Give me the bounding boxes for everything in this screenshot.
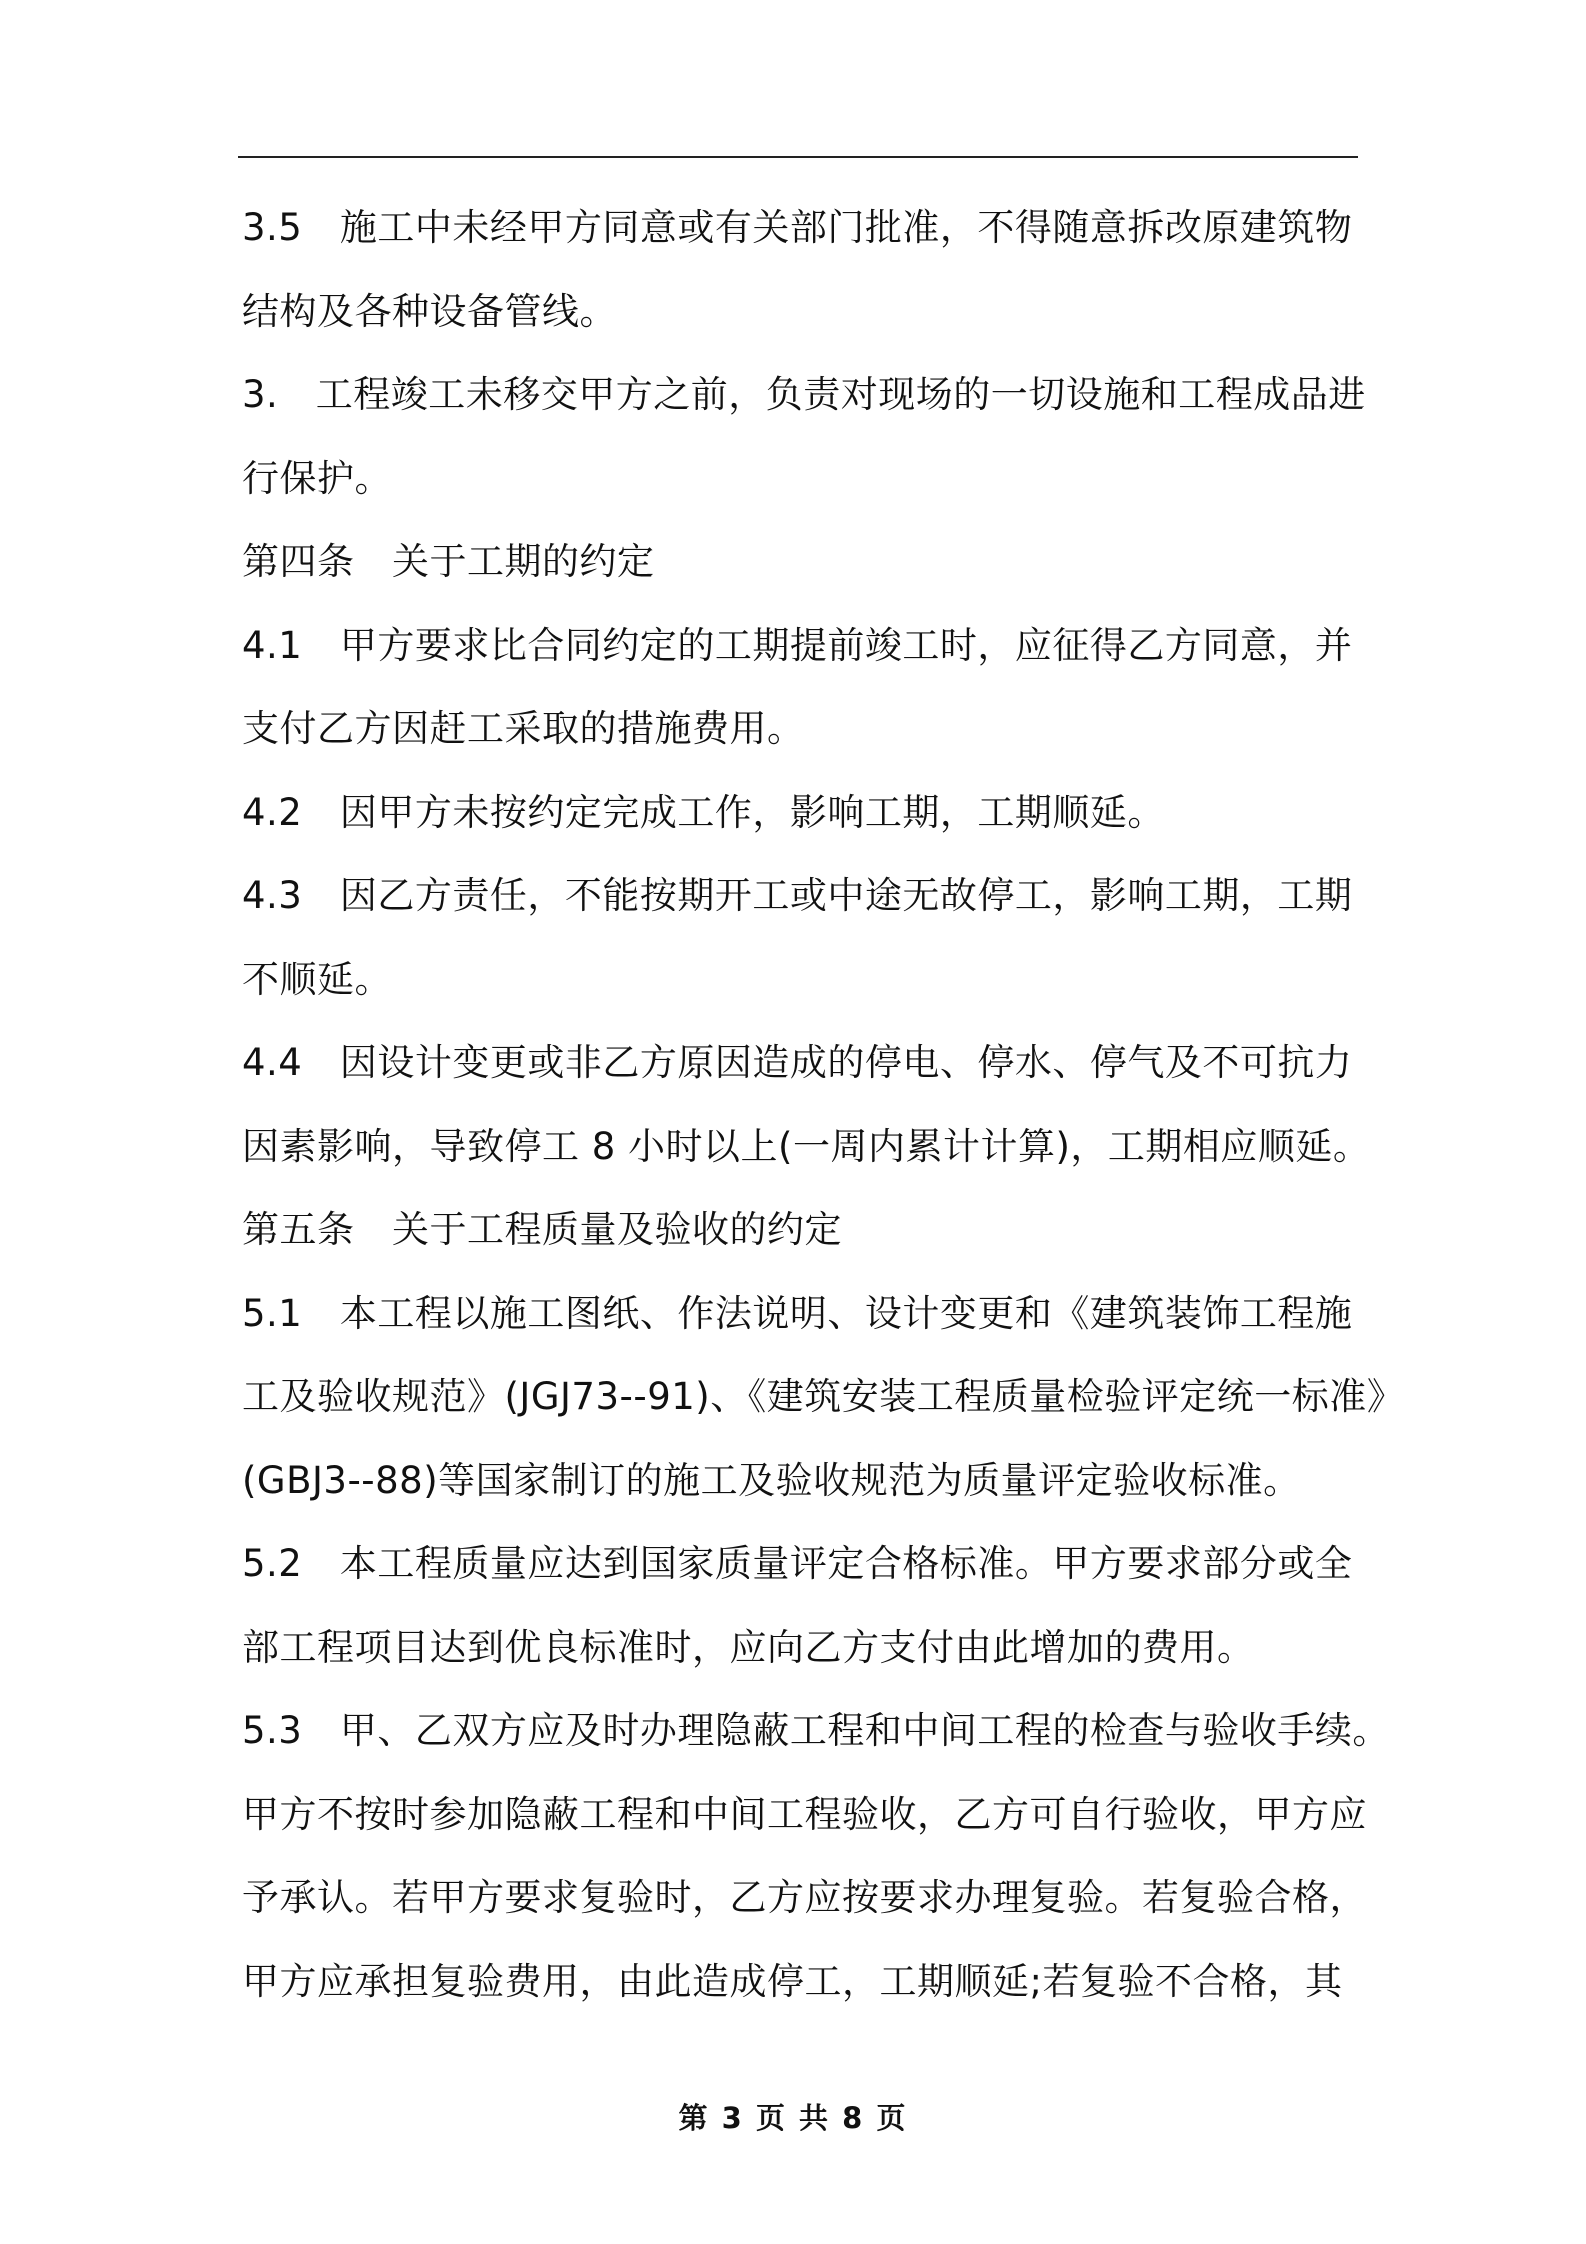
text-line: 5.1 本工程以施工图纸、作法说明、设计变更和《建筑装饰工程施 xyxy=(242,1291,1353,1335)
text-line: 工及验收规范》(JGJ73--91)、《建筑安装工程质量检验评定统一标准》 xyxy=(242,1375,1405,1418)
text-line: 3.5 施工中未经甲方同意或有关部门批准，不得随意拆改原建筑物 xyxy=(242,206,1353,249)
text-line: 4.1 甲方要求比合同约定的工期提前竣工时，应征得乙方同意，并 xyxy=(242,623,1353,667)
text-line: 甲方不按时参加隐蔽工程和中间工程验收，乙方可自行验收，甲方应 xyxy=(242,1792,1367,1836)
text-line: 4.2 因甲方未按约定完成工作，影响工期，工期顺延。 xyxy=(242,790,1165,834)
text-line: 予承认。若甲方要求复验时，乙方应按要求办理复验。若复验合格， xyxy=(242,1876,1367,1919)
current-page-number: 3 xyxy=(721,2101,744,2135)
page-footer xyxy=(0,2096,1586,2137)
section-heading: 第四条 关于工期的约定 xyxy=(242,540,655,583)
footer-suffix: 页 xyxy=(876,2101,908,2135)
text-line: 5.2 本工程质量应达到国家质量评定合格标准。甲方要求部分或全 xyxy=(242,1542,1353,1585)
text-line: 5.3 甲、乙双方应及时办理隐蔽工程和中间工程的检查与验收手续。 xyxy=(242,1709,1390,1752)
text-line: 支付乙方因赶工采取的措施费用。 xyxy=(242,707,805,750)
text-line: (GBJ3--88)等国家制订的施工及验收规范为质量评定验收标准。 xyxy=(242,1458,1301,1502)
text-line: 4.3 因乙方责任，不能按期开工或中途无故停工，影响工期，工期 xyxy=(242,874,1353,917)
text-line: 甲方应承担复验费用，由此造成停工，工期顺延;若复验不合格，其 xyxy=(242,1959,1343,2003)
text-line: 部工程项目达到优良标准时，应向乙方支付由此增加的费用。 xyxy=(242,1625,1255,1669)
text-line: 行保护。 xyxy=(242,456,392,500)
header-rule xyxy=(238,156,1358,158)
footer-middle: 页 共 xyxy=(755,2101,831,2135)
text-line: 不顺延。 xyxy=(242,957,392,1001)
text-line: 结构及各种设备管线。 xyxy=(242,289,617,333)
text-line: 因素影响，导致停工 8 小时以上(一周内累计计算)，工期相应顺延。 xyxy=(242,1124,1371,1168)
footer-prefix: 第 xyxy=(678,2101,710,2135)
section-heading: 第五条 关于工程质量及验收的约定 xyxy=(242,1208,842,1251)
text-line: 3. 工程竣工未移交甲方之前，负责对现场的一切设施和工程成品进 xyxy=(242,373,1366,416)
document-body xyxy=(242,186,1405,2023)
text-line: 4.4 因设计变更或非乙方原因造成的停电、停水、停气及不可抗力 xyxy=(242,1041,1353,1084)
total-page-number: 8 xyxy=(842,2101,865,2135)
